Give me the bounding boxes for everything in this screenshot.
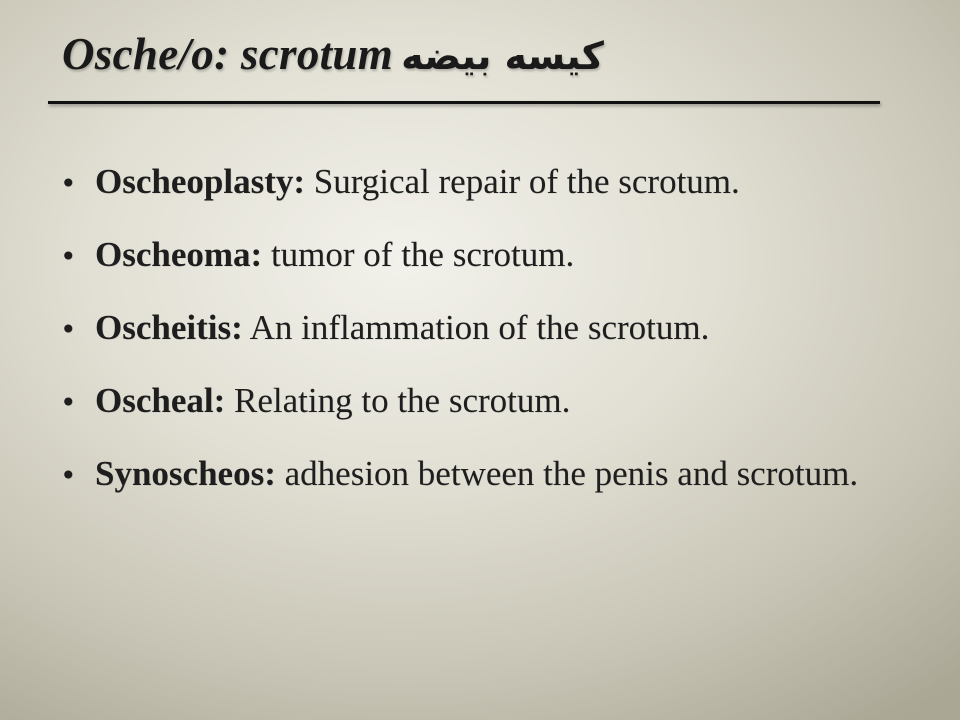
slide-title — [62, 28, 604, 80]
definition: Relating to the scrotum. — [225, 381, 571, 420]
term: Oscheoma: — [95, 235, 263, 274]
title-text: Osche/o: scrotum — [62, 29, 394, 79]
term: Synoscheos: — [95, 454, 276, 493]
bullet-icon: • — [60, 167, 77, 200]
definition-list — [60, 160, 920, 525]
bullet-icon: • — [60, 386, 77, 419]
definition: Surgical repair of the scrotum. — [305, 162, 740, 201]
definition: tumor of the scrotum. — [262, 235, 575, 274]
list-item — [60, 233, 920, 279]
definition: adhesion between the penis and scrotum. — [275, 454, 859, 493]
term: Oscheal: — [95, 381, 226, 420]
list-item — [60, 452, 920, 498]
list-item — [60, 306, 920, 352]
title-arabic-text: كيسه بيضه — [401, 34, 604, 78]
term: Oscheitis: — [95, 308, 243, 347]
definition: An inflammation of the scrotum. — [242, 308, 710, 347]
bullet-icon: • — [60, 240, 77, 273]
list-item — [60, 379, 920, 425]
list-item — [60, 160, 920, 206]
bullet-icon: • — [60, 459, 77, 492]
term: Oscheoplasty: — [95, 162, 305, 201]
title-underline-divider — [48, 101, 880, 104]
bullet-icon: • — [60, 313, 77, 346]
